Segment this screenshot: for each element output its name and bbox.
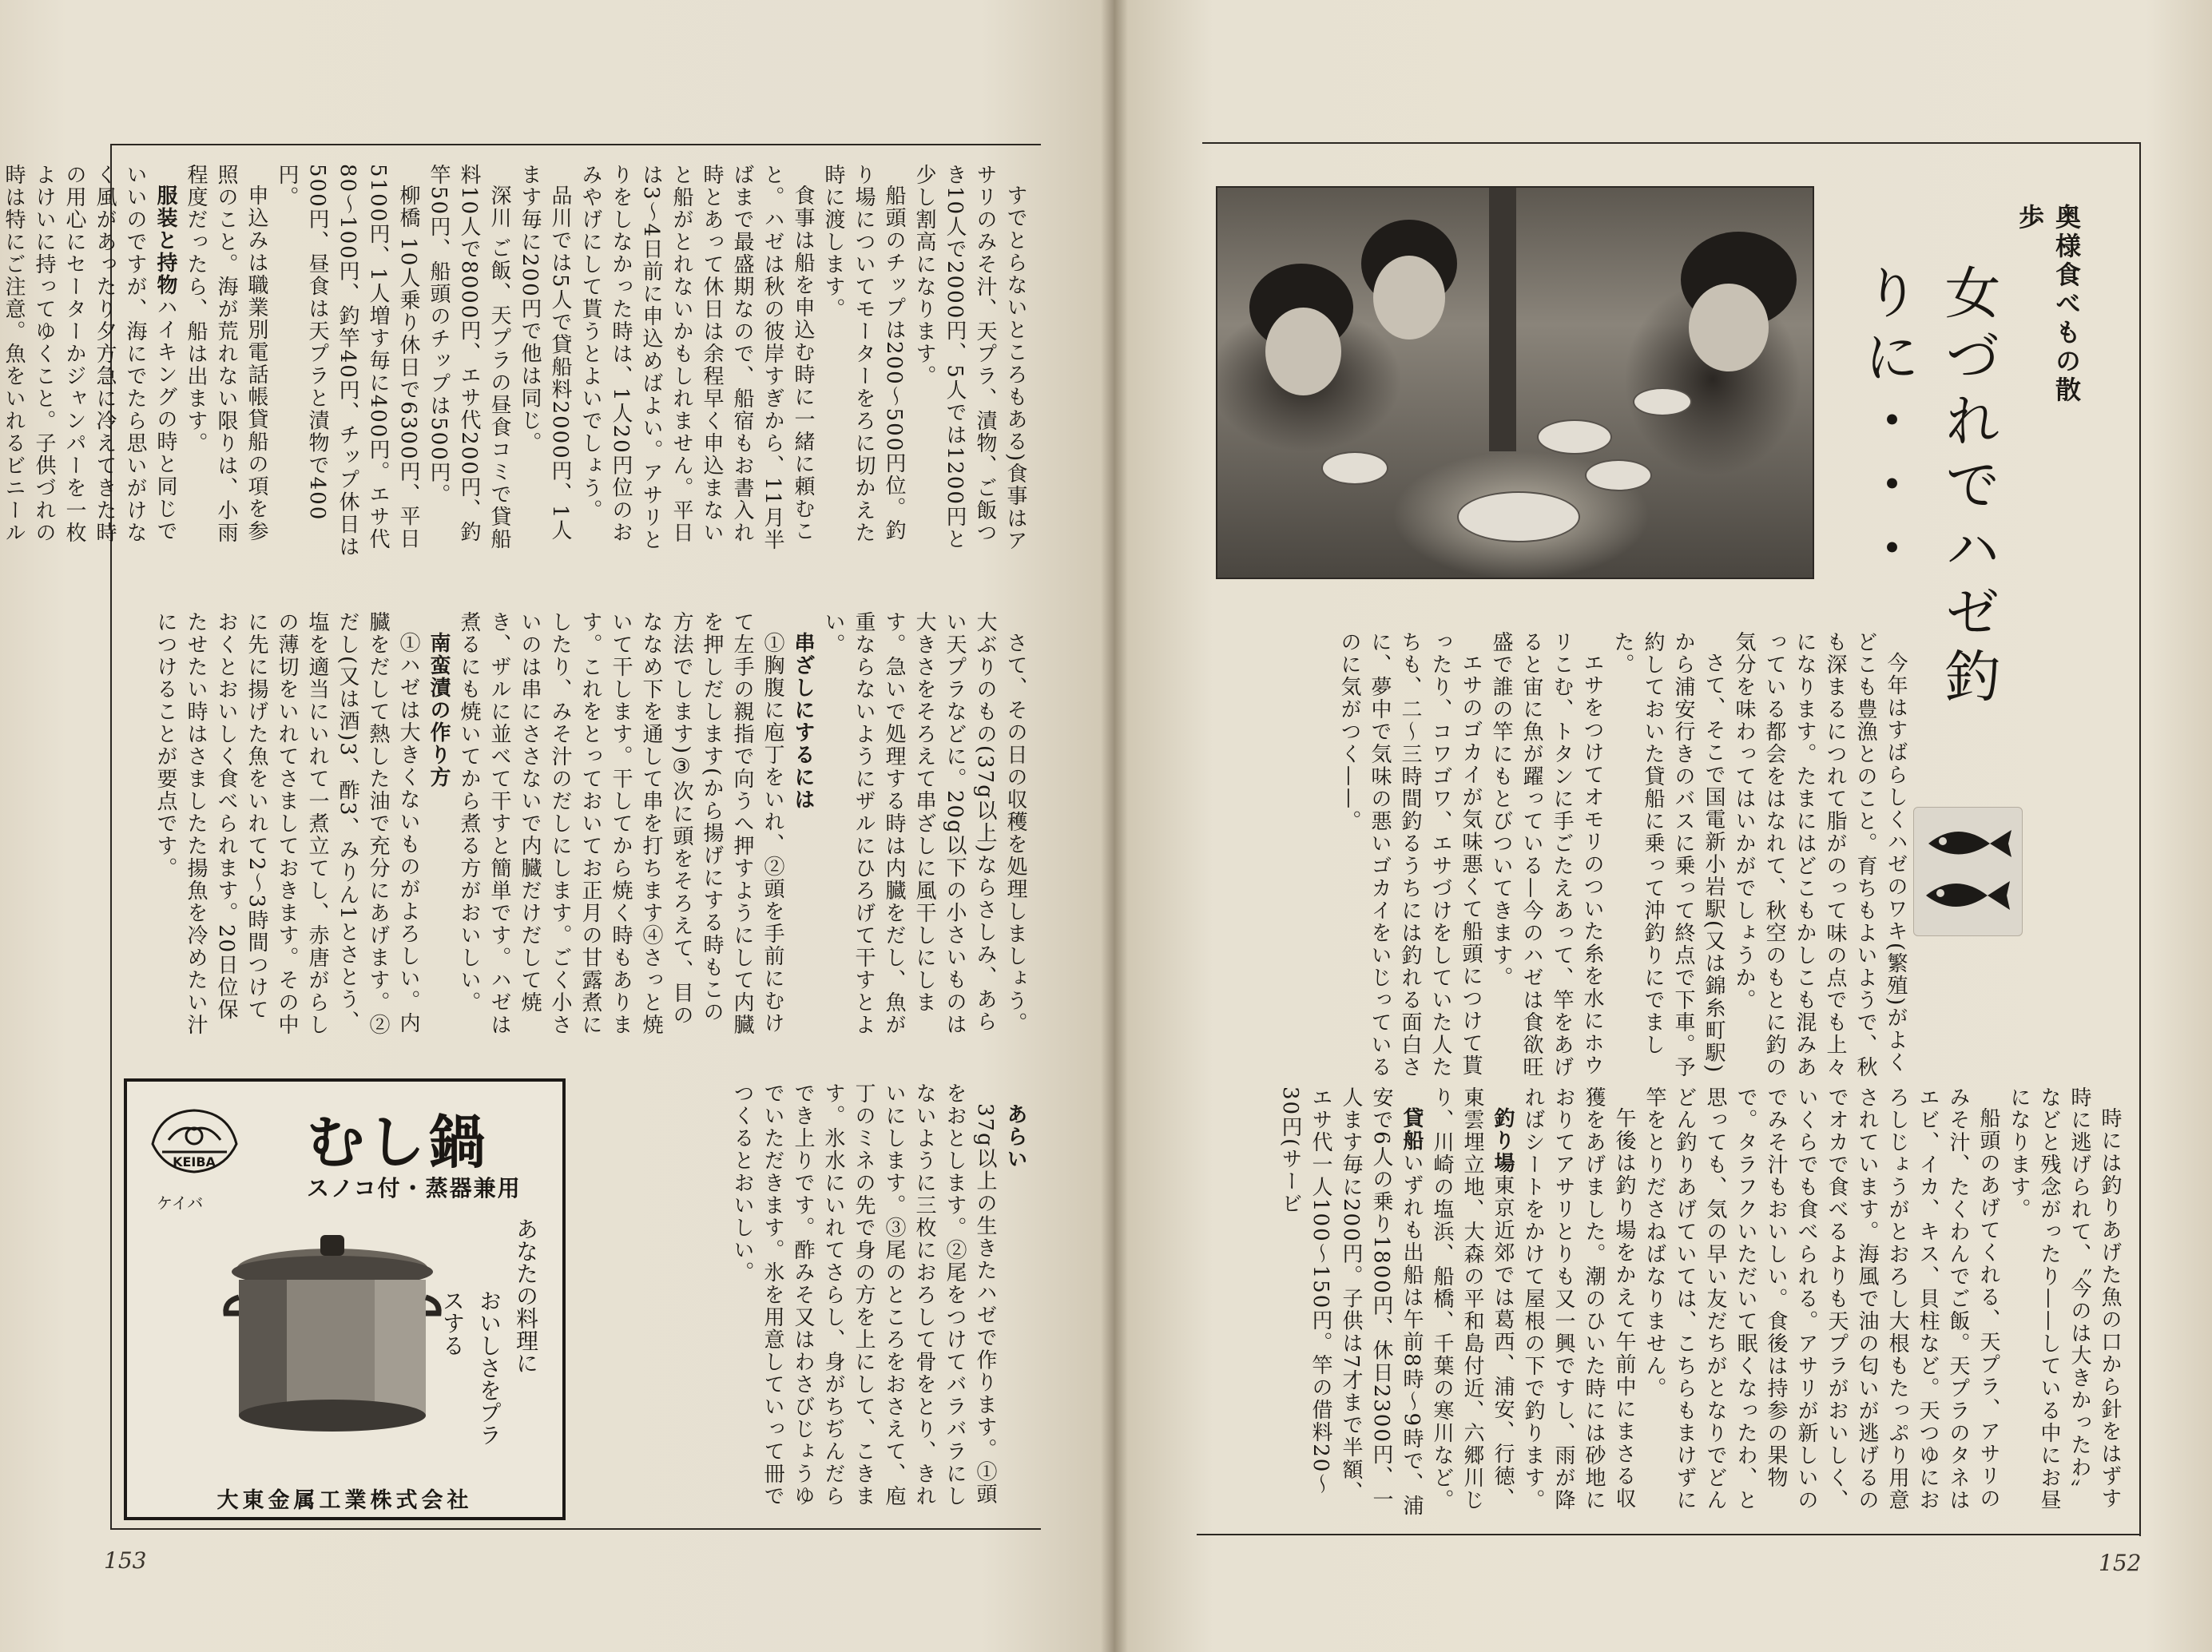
fishing-spot-text: 東京近郊では葛西、浦安、行徳、東雲埋立地、大森の平和島付近、六郷川じり、川崎の塩浜、船橋、千葉の寒川など。 xyxy=(1430,1086,1515,1511)
top-rule xyxy=(1202,142,2141,144)
slogan-line-2: おいしさをプラスする xyxy=(439,1289,502,1446)
slogan-line-1: あなたの料理に xyxy=(513,1217,539,1374)
text-column-middle xyxy=(128,611,1031,1042)
paragraph: 今年はすばらしくハゼのワキ(繁殖)がよくどこも豊漁とのこと。育ちもよいようで、秋も深まるにつれて脂がのって味の点でも上々になります。たまにはどこもかしこも混みあっている都会をはなれて、秋空のもとに釣の気分を味わってはいかがでしょうか。 xyxy=(1732,631,1908,1078)
product-name: むし鍋 xyxy=(307,1109,490,1176)
photo-figure-face xyxy=(1689,284,1769,371)
nanban-text: ①ハゼは大きくないものがよろしい。内臓をだして熱した油で充分にあげます。②だし(又は酒)3、酢3、みりん1とさとう、塩を適当にいれて一煮立てし、赤唐がらしの薄切をいれてさましておきます。その中に先に揚げた魚をいれて2〜3時間つけておくとおいしく食べられます。20日位保たせたい時はさましたた揚魚を冷めたい汁につけることが要点です。 xyxy=(153,611,420,1036)
photo-women-eating xyxy=(1216,186,1814,579)
paragraph: 食事は船を申込む時に一緒に頼むこと。ハゼは秋の彼岸すぎから、11月半ばまで最盛期なので、船宿もお書入れ時とあって休日は余程早く申込まないと船がとれないかもしれません。平日は3〜4日前に申込めばよい。アサリとりをしなかった時は、1人20円位のおみやげにして貰うとよいでしょう。 xyxy=(578,164,815,552)
heading-rental-boat: 貸船 xyxy=(1400,1107,1424,1152)
paragraph: さて、そこで国電新小岩駅(又は錦糸町駅)から浦安行きのバスに乗って終点で下車。予約しておいた貸船に乗って沖釣りにでました。 xyxy=(1610,631,1726,1078)
steamer-pot-illustration xyxy=(223,1225,443,1441)
page-number: 153 xyxy=(104,1547,147,1574)
top-rule xyxy=(110,144,1041,145)
paragraph: 時には釣りあげた魚の口から針をはずす時に逃げられて、〝今のは大きかったわ〟などと残念がったり——している中にお昼になります。 xyxy=(2007,1086,2122,1511)
paragraph: 午後は釣り場をかえて午前中にまさる収獲をあげました。潮のひいた時には砂地におりてアサリとりも又一興ですし、雨が降ればシートをかけて屋根の下で釣ります。 xyxy=(1521,1086,1636,1511)
paragraph: 品川では5人で貸船料2000円、1人ます毎に200円で他は同じ。 xyxy=(518,164,572,542)
text-column-top xyxy=(2,164,1031,563)
paragraph: 柳橋 10人乗り休日で6300円、平日5100円、1人増す毎に400円。エサ代80〜100円、釣竿40円、チップ休日は500円、昼食は天プラと漬物で400円。 xyxy=(275,164,420,558)
book-gutter xyxy=(1101,0,1128,1652)
article-title: 女づれでハゼ釣りに・・・ xyxy=(1855,264,2001,711)
text-column-bottom xyxy=(575,1082,1031,1514)
paragraph: エサのゴカイが気味悪くて船頭につけて貰ったり、コワゴワ、エサづけをしていた人たちも、二〜三時間釣るうちには釣れる面白さに、夢中で気味の悪いゴカイをいじっているのに気がつく——。 xyxy=(1337,631,1483,1078)
bottom-rule xyxy=(1197,1534,2141,1535)
fish-illustration xyxy=(1913,807,2023,936)
brand-mark: KEIBA xyxy=(173,1154,216,1170)
paragraph: 深川 ご飯、天プラの昼食コミで貸船料10人で8000円、エサ代200円、釣竿50円、船頭のチップは500円。 xyxy=(427,164,511,551)
right-margin-rule xyxy=(2139,142,2141,1536)
fish-icon xyxy=(1914,808,2022,935)
product-subtitle: スノコ付・蒸器兼用 xyxy=(307,1175,522,1201)
skewer-text: ①胸腹に庖丁をいれ、②頭を手前にむけて左手の親指で向うへ押すようにして内臓を押しだします(から揚げにする時もこの方法でします)③次に頭をそろえて、目のななめ下を通して串を打ちます④さっと焼いて干します。干してから焼く時もあります。これをとっておいてお正月の甘露煮にしたり、みそ汁のだしにします。ごく小さいのは串にささないで内臓だけだして焼き、ザルに並べて干すと簡単です。ハゼは煮るにも焼いてから煮る方がおいしい。 xyxy=(457,611,784,1036)
paragraph: すでとらないところもある)食事はアサリのみそ汁、天プラ、漬物、ご飯つき10人で2000円、5人では1200円と少し割高になります。 xyxy=(912,164,1027,553)
heading-nanban: 南蛮漬の作り方 xyxy=(427,632,451,788)
company-name: 大東金属工業株式会社 xyxy=(216,1488,473,1513)
paragraph: さて、その日の収穫を処理しましょう。大ぶりのもの(37g以上)ならさしみ、あらい天プラなどに。20g以下の小さいものは大きさをそろえて串ざしに風干しにします。急いで処理する時は内臓をだし、魚が重ならないようにザルにひろげて干すとよい。 xyxy=(821,611,1027,1036)
series-label: 奥様食べもの散歩 xyxy=(2015,204,2082,405)
heading-skewer: 串ざしにするには xyxy=(791,632,815,811)
arai-text: 37g以上の生きたハゼで作ります。①頭をおとします。②尾をつけてバラバラにしないように三枚におろして骨をとり、きれいにします。③尾のところをおさえて、庖丁のミネの先で身の方を上にして、こきます。氷水にいれてさらし、身がちぢんだらでき上りです。酢みそ又はわさびじょうゆでいただきます。氷を用意していって冊でつくるとおいしい。 xyxy=(730,1082,997,1507)
paragraph: 申込みは職業別電話帳貸船の項を参照のこと。海が荒れない限りは、小雨程度だったら、船は出ます。 xyxy=(184,164,268,544)
photo-figure-face xyxy=(1373,256,1445,340)
ad-slogan xyxy=(439,1217,544,1457)
bottom-rule xyxy=(110,1528,1041,1530)
brand-kana: ケイバ xyxy=(157,1193,204,1213)
photo-bowl xyxy=(1537,419,1612,455)
clothes-text: ハイキングの時と同じでいいのですが、海にでたら思いがけなく風があったり夕方急に冷えてきた時の用心にセーターかジャンパーを一枚よけいに持ってゆくこと。子供づれの時は特にご注意。魚をいれるビニール xyxy=(2,164,177,544)
paragraph: 船頭のあげてくれる、天プラ、アサリのみそ汁、たくわんでご飯。天プラのタネはエビ、イカ、キス、貝柱など。天つゆにおろしじょうがとおろし大根もたっぷり用意されています。海風で油の匂いが逃げるのでオカで食べるよりも天プラがおいしく、いくらでも食べられる。アサリが新しいのでみそ汁もおいしい。食後は持参の果物で。タラフクいただいて眠くなったわ、と思っても、気の早い友だちがとなりでどんどん釣りあげていては、こちらもまけずに竿をとりださねばなりません。 xyxy=(1642,1086,2000,1511)
photo-bowl xyxy=(1585,459,1652,491)
paragraph: エサをつけてオモリのついた糸を水にホウリこむ、トタンに手ごたえあって、竿をあげると宙に魚が躍っている—今のハゼは食欲旺盛で誰の竿にもとびついてきます。 xyxy=(1489,631,1604,1078)
rental-boat-text: いずれも出船は午前8時〜9時で、浦安で6人の乗り1800円、休日2300円、一人ます毎に200円。子供は7才まで半額、エサ代一人100〜150円。竿の借料20〜30円(サービ xyxy=(1278,1086,1424,1518)
photo-bowl xyxy=(1457,491,1580,542)
keiba-logo xyxy=(145,1096,244,1184)
photo-post xyxy=(1489,188,1516,451)
article-text-top xyxy=(1216,631,1911,1078)
page-number: 152 xyxy=(2099,1550,2142,1576)
photo-figure-face xyxy=(1265,308,1341,395)
photo-bowl xyxy=(1633,387,1692,416)
heading-clothes: 服装と持物 xyxy=(153,185,177,296)
article-text-bottom xyxy=(1214,1086,2125,1522)
paragraph: 船頭のチップは200〜500円位。釣り場についてモーターをろに切かえた時に渡します。 xyxy=(821,164,906,544)
heading-arai: あらい xyxy=(1003,1103,1027,1170)
advertisement xyxy=(124,1078,566,1520)
heading-fishing-spot: 釣り場 xyxy=(1491,1107,1515,1174)
photo-bowl xyxy=(1321,451,1388,485)
